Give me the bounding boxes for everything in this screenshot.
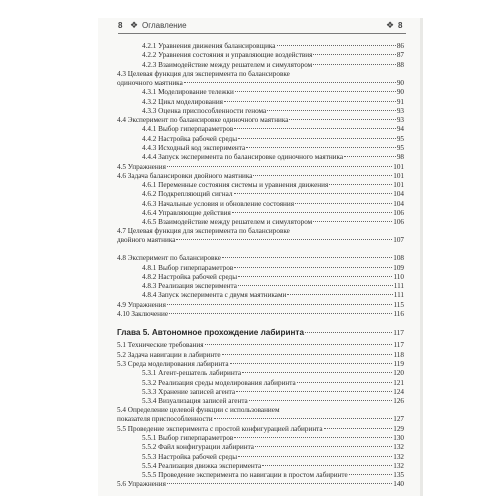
- dot-leader: [167, 483, 392, 484]
- dot-leader: [167, 166, 392, 167]
- header-title: Оглавление: [142, 21, 187, 30]
- toc-entry-title: 4.2.1 Уравнения движения балансировщика: [142, 42, 276, 50]
- toc-entry-title: 5.3 Среда моделирования лабиринта: [117, 360, 229, 368]
- toc-entry-title: 4.4.1 Выбор гиперпараметров: [142, 125, 234, 133]
- dot-leader: [214, 418, 393, 419]
- header-page-number-right: 8: [398, 21, 403, 30]
- toc-entry-title: 5.5 Проведение эксперимента с простой конфигурацией лабиринта: [117, 425, 323, 433]
- toc-entry-title: 5.5.2 Файл конфигурации лабиринта: [142, 443, 254, 451]
- toc-entry-title: 4.8.1 Выбор гиперпараметров: [142, 264, 234, 272]
- toc-entry[interactable]: [117, 340, 404, 350]
- toc-page-number: 98: [396, 153, 404, 161]
- dot-leader: [222, 257, 392, 258]
- dot-leader: [277, 45, 396, 46]
- dot-leader: [234, 193, 393, 194]
- dot-leader: [324, 428, 393, 429]
- toc-page-number: 106: [393, 209, 404, 217]
- toc-page-number: 121: [393, 379, 404, 387]
- toc-page-number: 88: [396, 61, 404, 69]
- toc-entry[interactable]: [117, 253, 404, 263]
- dot-leader: [232, 212, 392, 213]
- dot-leader: [205, 344, 393, 345]
- dot-leader: [289, 119, 395, 120]
- toc-entry[interactable]: [142, 290, 404, 300]
- dot-leader: [238, 276, 392, 277]
- toc-chapter-entry[interactable]: [117, 327, 404, 339]
- toc-page-number: 129: [393, 425, 404, 433]
- dot-leader: [329, 184, 392, 185]
- toc-page-number: 120: [393, 369, 404, 377]
- dot-leader: [242, 372, 392, 373]
- dot-leader: [246, 147, 396, 148]
- dot-leader: [262, 465, 392, 466]
- toc-entry-title: 4.6 Задача балансировки двойного маятника: [117, 172, 253, 180]
- toc-page-number: 116: [393, 310, 404, 318]
- toc-entry[interactable]: [142, 152, 404, 162]
- toc-entry[interactable]: [117, 414, 404, 424]
- toc-page-number: 95: [396, 144, 404, 152]
- toc-entry-title: 4.6.3 Начальные условия и обновление состояния: [142, 200, 295, 208]
- toc-page-number: 110: [393, 273, 404, 281]
- toc-page-number: 101: [393, 172, 404, 180]
- toc-page-number: 106: [393, 218, 404, 226]
- toc-page-number: 111: [393, 282, 404, 290]
- toc-entry-title: 4.4.3 Исходный код эксперимента: [142, 144, 246, 152]
- toc-entry-title: 4.10 Заключение: [117, 310, 169, 318]
- dot-leader: [222, 354, 393, 355]
- dot-leader: [267, 110, 396, 111]
- toc-page-number: 94: [396, 125, 404, 133]
- dot-leader: [253, 175, 392, 176]
- toc-entry-title: Глава 5. Автономное прохождение лабиринта: [117, 328, 304, 337]
- toc-page-number: 111: [393, 291, 404, 299]
- toc-entry-title: 4.6.5 Взаимодействие между решателем и симулятором: [142, 218, 313, 226]
- dot-leader: [238, 285, 393, 286]
- toc-page-number: 101: [393, 163, 404, 171]
- toc-entry-title: 4.4 Эксперимент по балансировке одиночного маятника: [117, 116, 289, 124]
- toc-page-number: 132: [393, 443, 404, 451]
- dot-leader: [234, 128, 396, 129]
- toc-entry-title-continuation: показателя приспособленности: [117, 415, 213, 423]
- toc-entry-title: 4.3.3 Оценка приспособленности генома: [142, 107, 267, 115]
- toc-entry[interactable]: [142, 124, 404, 134]
- toc-page-number: 104: [393, 190, 404, 198]
- dot-leader: [344, 156, 396, 157]
- toc-page-number: 126: [393, 397, 404, 405]
- toc-entry-title: 4.8.3 Реализация эксперимента: [142, 282, 237, 290]
- dot-leader: [255, 446, 392, 447]
- toc-page-number: 104: [393, 200, 404, 208]
- dot-leader: [230, 363, 393, 364]
- toc-entry[interactable]: [117, 235, 404, 245]
- toc-entry[interactable]: [142, 50, 404, 60]
- toc-entry-title: 4.8.4 Запуск эксперимента с двумя маятниками: [142, 291, 287, 299]
- diamond-ornament-icon: ❖: [386, 20, 395, 30]
- toc-entry-title: 4.3.2 Цикл моделирования: [142, 98, 223, 106]
- toc-page-number: 107: [393, 236, 404, 244]
- toc-entry-title: 5.5.4 Реализация движка эксперимента: [142, 462, 262, 470]
- dot-leader: [238, 138, 396, 139]
- toc-page-number: 127: [393, 415, 404, 423]
- dot-leader: [234, 437, 392, 438]
- toc-entry-title: 4.2.2 Уравнения состояния и управляющие воздействия: [142, 51, 313, 59]
- dot-leader: [236, 391, 392, 392]
- toc-entry-title: 4.6.1 Переменные состояния системы и уравнения движения: [142, 181, 329, 189]
- toc-entry-title: 4.7 Целевая функция для эксперимента по балансировке: [117, 227, 290, 235]
- toc-entry-title: 4.5 Упражнения: [117, 163, 166, 171]
- dot-leader: [235, 91, 396, 92]
- toc-entry-title-continuation: двойного маятника: [117, 236, 176, 244]
- toc-page-number: 140: [393, 480, 404, 488]
- toc-entry-title: 5.3.2 Реализация среды моделирования лабиринта: [142, 379, 296, 387]
- toc-page-number: 117: [393, 328, 404, 337]
- toc-page-number: 117: [393, 341, 404, 349]
- dot-leader: [295, 203, 392, 204]
- toc-entry-title: 4.8.2 Настройка рабочей среды: [142, 273, 238, 281]
- diamond-ornament-icon: ❖: [130, 20, 139, 30]
- toc-page-number: 91: [396, 98, 404, 106]
- toc-entry[interactable]: [117, 309, 404, 319]
- toc-entry-title: 5.5.3 Настройка рабочей среды: [142, 453, 238, 461]
- toc-page-number: 93: [396, 107, 404, 115]
- dot-leader: [313, 54, 395, 55]
- toc-page-number: 124: [393, 388, 404, 396]
- toc-entry-title: 4.2.3 Взаимодействие между решателем и симулятором: [142, 61, 313, 69]
- toc-page-number: 130: [393, 434, 404, 442]
- toc-page-number: 87: [396, 51, 404, 59]
- toc-entry-title: 5.6 Упражнения: [117, 480, 166, 488]
- toc-entry[interactable]: [142, 189, 404, 199]
- toc-page-number: 86: [396, 42, 404, 50]
- dot-leader: [176, 239, 392, 240]
- dot-leader: [297, 382, 393, 383]
- dot-leader: [313, 221, 392, 222]
- toc-entry[interactable]: [142, 87, 404, 97]
- dot-leader: [305, 332, 392, 333]
- toc-entry-title: 4.4.2 Настройка рабочей среды: [142, 135, 238, 143]
- toc-entry-title: 5.1 Технические требования: [117, 341, 204, 349]
- toc-page-number: 101: [393, 181, 404, 189]
- toc-entry-title: 4.6.4 Управляющие действия: [142, 209, 231, 217]
- toc-page-number: 109: [393, 264, 404, 272]
- toc-page-number: 95: [396, 135, 404, 143]
- dot-leader: [313, 64, 396, 65]
- dot-leader: [169, 313, 392, 314]
- toc-entry-title: 5.2 Задача навигации в лабиринте: [117, 351, 221, 359]
- dot-leader: [349, 474, 393, 475]
- toc-page-number: 108: [393, 254, 404, 262]
- toc-page-number: 115: [393, 301, 404, 309]
- dot-leader: [167, 304, 393, 305]
- dot-leader: [287, 294, 392, 295]
- toc-entry-title: 5.3.3 Хранение записей агента: [142, 388, 236, 396]
- toc-entry-title: 4.4.4 Запуск эксперимента по балансировке одиночного маятника: [142, 153, 344, 161]
- toc-entry-title-continuation: одиночного маятника: [117, 79, 183, 87]
- toc-entry-title: 5.5.5 Проведение эксперимента по навигации в простом лабиринте: [142, 471, 348, 479]
- toc-entry-title: 5.4 Определение целевой функции с использованием: [117, 406, 280, 414]
- toc-entry-title: 4.6.2 Подкрепляющий сигнал: [142, 190, 233, 198]
- toc-page-number: 132: [393, 462, 404, 470]
- dot-leader: [234, 267, 392, 268]
- dot-leader: [184, 82, 396, 83]
- toc-page-number: 118: [393, 351, 404, 359]
- toc-entry-title: 5.3.4 Визуализация записей агента: [142, 397, 248, 405]
- toc-page-number: 90: [396, 88, 404, 96]
- dot-leader: [249, 400, 392, 401]
- toc-entry-title: 5.5.1 Выбор гиперпараметров: [142, 434, 234, 442]
- toc-entry-title: 4.3.1 Моделирование тележки: [142, 88, 234, 96]
- toc-page-number: 119: [393, 360, 404, 368]
- toc-entry[interactable]: [117, 479, 404, 489]
- toc-entry-title: 4.9 Упражнения: [117, 301, 166, 309]
- toc-entry[interactable]: [142, 368, 404, 378]
- toc-entry-title: 4.8 Эксперимент по балансировке: [117, 254, 221, 262]
- toc-page-number: 132: [393, 453, 404, 461]
- toc-page-number: 93: [396, 116, 404, 124]
- toc-page-number: 90: [396, 79, 404, 87]
- toc-page-number: 135: [393, 471, 404, 479]
- toc-entry-title: 5.3.1 Агент-решатель лабиринта: [142, 369, 242, 377]
- toc-entry[interactable]: [142, 442, 404, 452]
- dot-leader: [224, 101, 396, 102]
- header-page-number-left: 8: [118, 21, 123, 30]
- dot-leader: [238, 456, 392, 457]
- toc-entry-title: 4.3 Целевая функция для эксперимента по балансировке: [117, 70, 290, 78]
